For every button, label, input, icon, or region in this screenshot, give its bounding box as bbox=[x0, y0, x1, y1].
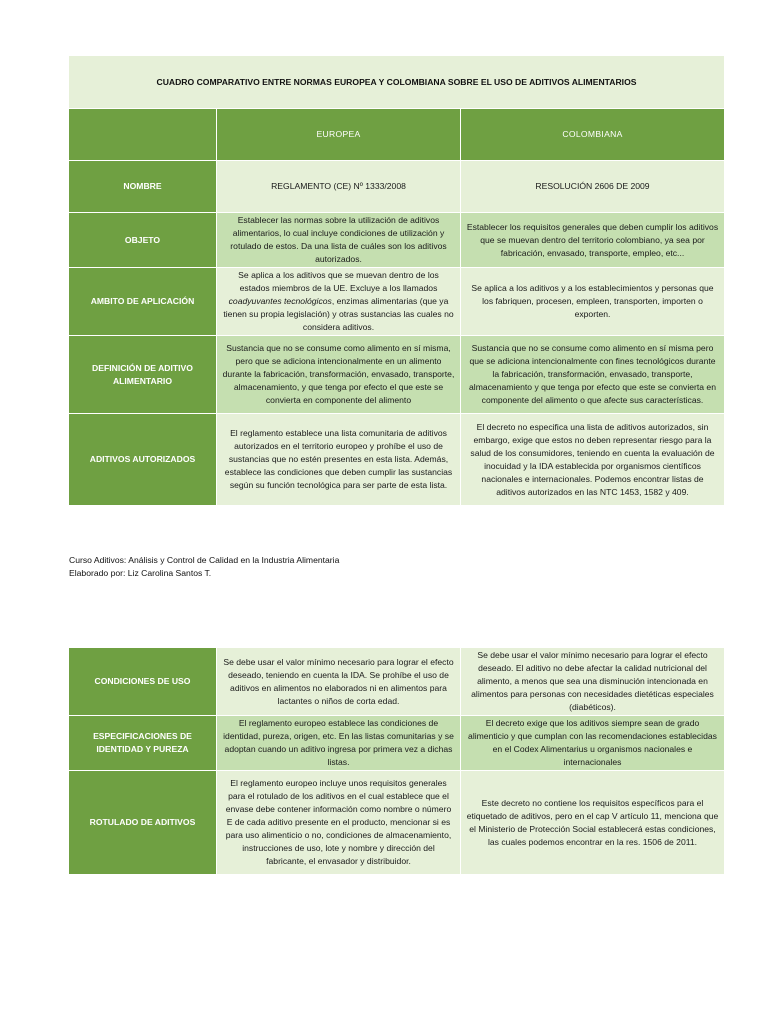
cell-europea bbox=[217, 268, 461, 336]
cell-colombiana: RESOLUCIÓN 2606 DE 2009 bbox=[461, 161, 725, 213]
cell-text: Se aplica a los aditivos que se muevan dentro de los estados miembros de la UE. Excluye a los llamados bbox=[238, 270, 439, 293]
cell-europea: El reglamento europeo establece las condiciones de identidad, pureza, origen, etc. En las listas comunitarias y se adoptan cuando un aditivo ingresa por primera vez a dichas listas. bbox=[217, 716, 461, 771]
header-corner bbox=[69, 109, 217, 161]
cell-europea: Se debe usar el valor mínimo necesario para lograr el efecto deseado, teniendo en cuenta la IDA. Se prohíbe el uso de aditivos en alimentos no elaborados ni en alimentos para lactantes o niños de corta edad. bbox=[217, 648, 461, 716]
column-header-europea: EUROPEA bbox=[217, 109, 461, 161]
row-label: ROTULADO DE ADITIVOS bbox=[69, 771, 217, 875]
table-row bbox=[69, 716, 725, 771]
document-caption bbox=[69, 554, 339, 580]
cell-colombiana: Establecer los requisitos generales que deben cumplir los aditivos que se muevan dentro del territorio colombiano, ya sea por fabricación, envasado, transporte, empleo, etc... bbox=[461, 213, 725, 268]
row-label: DEFINICIÓN DE ADITIVO ALIMENTARIO bbox=[69, 336, 217, 414]
cell-europea: El reglamento europeo incluye unos requisitos generales para el rotulado de los aditivos en el cual establece que el envase debe contener información como nombre o número E de cada aditivo presente en el producto, mencionar si es para uso alimenticio o no, condiciones de almacenamiento, instrucciones de uso, lote y nombre y dirección del fabricante, el envasador y distribuidor. bbox=[217, 771, 461, 875]
cell-europea: REGLAMENTO (CE) Nº 1333/2008 bbox=[217, 161, 461, 213]
row-label: OBJETO bbox=[69, 213, 217, 268]
table-row bbox=[69, 336, 725, 414]
cell-colombiana: Se aplica a los aditivos y a los establecimientos y personas que los fabriquen, procesen, empleen, transporten, importen o exporten. bbox=[461, 268, 725, 336]
row-label: ESPECIFICACIONES DE IDENTIDAD Y PUREZA bbox=[69, 716, 217, 771]
cell-europea: Sustancia que no se consume como alimento en sí misma, pero que se adiciona intencionalmente en un alimento durante la fabricación, transformación, envasado, transporte, almacenamiento, y que tenga por efecto el que este se convierta en componente del alimento bbox=[217, 336, 461, 414]
comparison-table-main bbox=[69, 56, 725, 506]
table-title: CUADRO COMPARATIVO ENTRE NORMAS EUROPEA Y COLOMBIANA SOBRE EL USO DE ADITIVOS ALIMENTARIOS bbox=[69, 56, 725, 109]
cell-text: , enzimas alimentarias (que ya tienen su propia legislación) y otras sustancias las cuales no considera aditivos. bbox=[223, 296, 454, 332]
table-row bbox=[69, 161, 725, 213]
cell-colombiana: El decreto exige que los aditivos siempre sean de grado alimenticio y que cumplan con las recomendaciones establecidas en el Codex Alimentarius u organismos nacionales e internacionales bbox=[461, 716, 725, 771]
cell-colombiana: Este decreto no contiene los requisitos específicos para el etiquetado de aditivos, pero en el cap V artículo 11, menciona que el Ministerio de Protección Social establecerá estas condiciones, las cuales podemos encontrar en la res. 1506 de 2011. bbox=[461, 771, 725, 875]
comparison-table-continued bbox=[69, 648, 725, 875]
author-line: Elaborado por: Liz Carolina Santos T. bbox=[69, 568, 212, 578]
table-row bbox=[69, 414, 725, 506]
column-header-colombiana: COLOMBIANA bbox=[461, 109, 725, 161]
cell-colombiana: Sustancia que no se consume como alimento en sí misma pero que se adiciona intencionalmente con fines tecnológicos durante la fabricación, transformación, envasado, transporte, almacenamiento y que tenga por efecto que este se convierta en componente del alimento o que afecte sus características. bbox=[461, 336, 725, 414]
table-row bbox=[69, 268, 725, 336]
row-label: NOMBRE bbox=[69, 161, 217, 213]
cell-emphasis: coadyuvantes tecnológicos bbox=[228, 296, 332, 306]
row-label: CONDICIONES DE USO bbox=[69, 648, 217, 716]
row-label: ADITIVOS AUTORIZADOS bbox=[69, 414, 217, 506]
course-line: Curso Aditivos: Análisis y Control de Calidad en la Industria Alimentaria bbox=[69, 555, 340, 565]
cell-europea: El reglamento establece una lista comunitaria de aditivos autorizados en el territorio europeo y prohíbe el uso de sustancias que no estén presentes en esta lista. Además, establece las condiciones que deben cumplir las sustancias según su función tecnológica para ser parte de esta lista. bbox=[217, 414, 461, 506]
cell-colombiana: Se debe usar el valor mínimo necesario para lograr el efecto deseado. El aditivo no debe afectar la calidad nutricional del alimento, a menos que sea una disminución intencionada en alimentos para personas con necesidades dietéticas especiales (diabéticos). bbox=[461, 648, 725, 716]
cell-colombiana: El decreto no especifica una lista de aditivos autorizados, sin embargo, exige que estos no deben representar riesgo para la salud de los consumidores, teniendo en cuenta la evaluación de inocuidad y la IDA establecida por organismos científicos nacionales e internacionales. Podemos encontrar listas de aditivos autorizados en las NTC 1453, 1582 y 409. bbox=[461, 414, 725, 506]
table-row bbox=[69, 213, 725, 268]
row-label: AMBITO DE APLICACIÓN bbox=[69, 268, 217, 336]
table-row bbox=[69, 648, 725, 716]
cell-europea: Establecer las normas sobre la utilización de aditivos alimentarios, lo cual incluye condiciones de utilización y rotulado de estos. Da una lista de cuáles son los aditivos autorizados. bbox=[217, 213, 461, 268]
table-row bbox=[69, 771, 725, 875]
